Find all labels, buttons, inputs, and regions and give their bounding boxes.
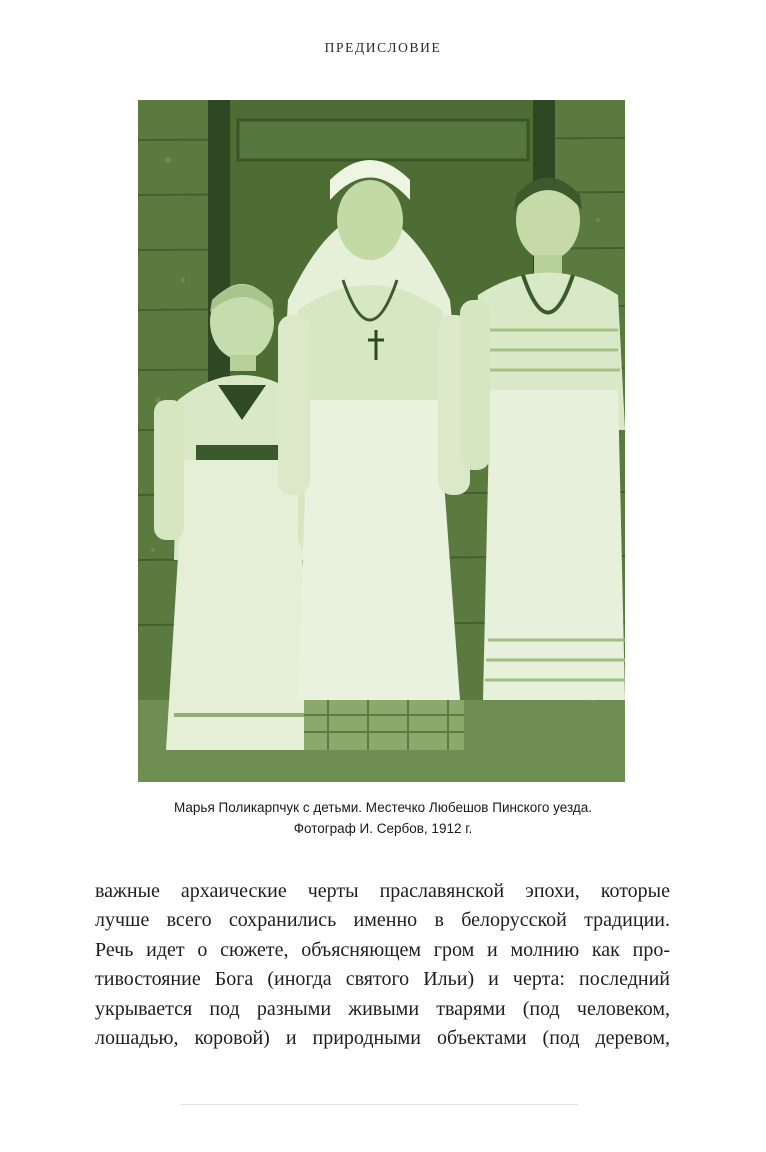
figure-caption [0, 797, 766, 839]
body-paragraph [95, 877, 670, 1053]
body-line: лошадью, коровой) и природными объектами (под деревом, [95, 1027, 670, 1050]
running-header: ПРЕДИСЛОВИЕ [324, 40, 442, 55]
historical-photograph [138, 100, 625, 782]
body-line: лучше всего сохранились именно в белорусской традиции. [95, 909, 670, 932]
photo-illustration [138, 100, 625, 782]
caption-line-2: Фотограф И. Сербов, 1912 г. [293, 821, 473, 836]
footer-divider [181, 1104, 578, 1105]
caption-line-1: Марья Поликарпчук с детьми. Местечко Любешов Пинского уезда. [174, 800, 592, 815]
body-line: Речь идет о сюжете, объясняющем гром и молнию как про- [95, 938, 670, 961]
body-line: укрывается под разными живыми тварями (под человеком, [95, 997, 670, 1020]
body-line: важные архаические черты праславянской эпохи, которые [95, 880, 670, 902]
body-line: тивостояние Бога (иногда святого Ильи) и черта: последний [95, 968, 670, 991]
